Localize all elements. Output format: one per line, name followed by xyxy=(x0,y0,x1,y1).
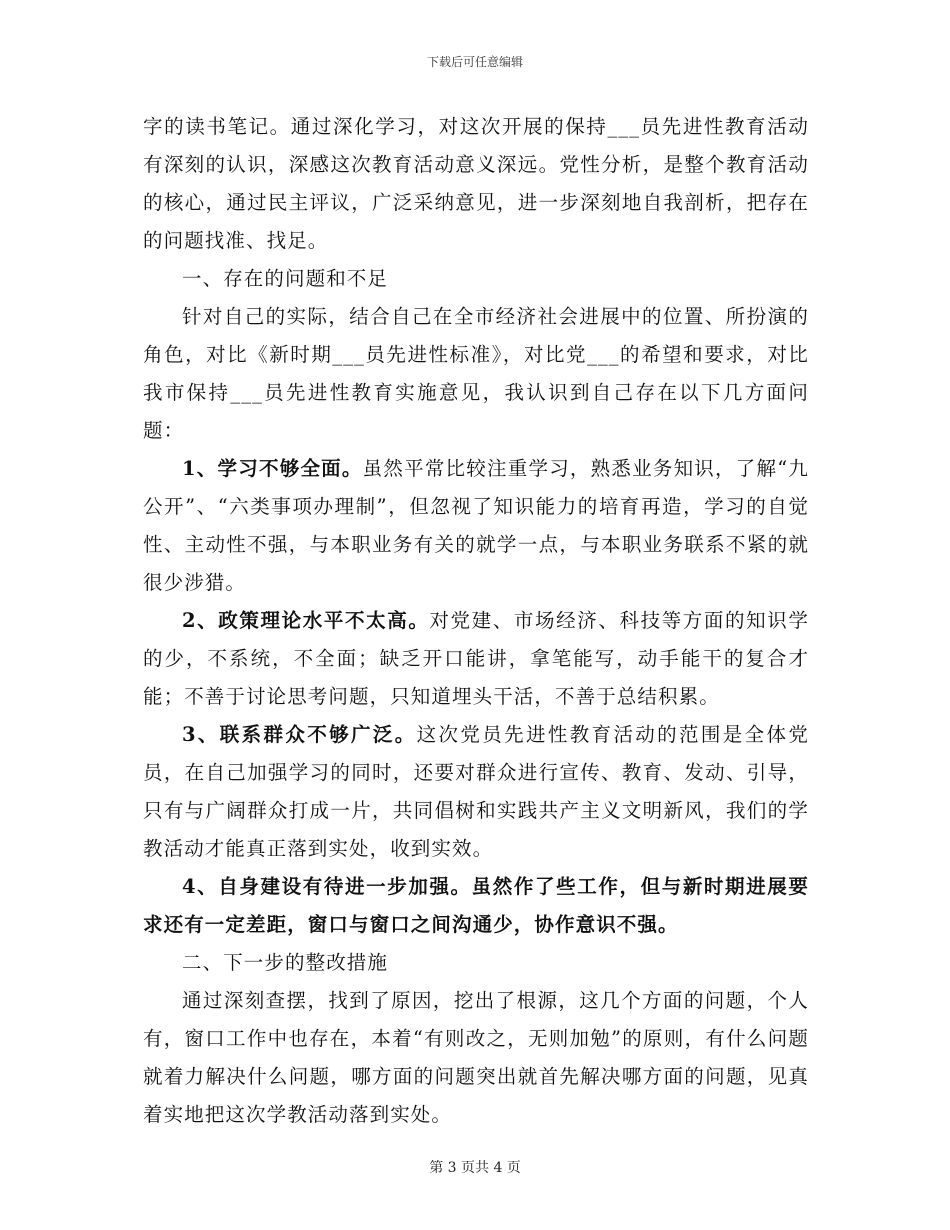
document-body xyxy=(143,108,809,1134)
paragraph-measures xyxy=(143,982,809,1134)
header-note: 下载后可任意编辑 xyxy=(426,55,523,69)
paragraph-text: 虽然平常比较注重学习，熟悉业务知识，了解“九公开”、“六类事项办理制”，但忽视了知识能力的培育再造，学习的自觉性、主动性不强，与本职业务有关的就学一点，与本职业务联系不紧的就很少涉猎。 xyxy=(143,457,810,594)
paragraph-continuation xyxy=(143,108,809,260)
paragraph-text: 对党建、市场经济、科技等方面的知识学的少，不系统，不全面；缺乏开口能讲，拿笔能写，动手能干的复合才能；不善于讨论思考问题，只知道埋头干活，不善于总结积累。 xyxy=(143,609,809,708)
point-lead: 3、联系群众不够广泛。 xyxy=(182,723,417,746)
paragraph-text: 这次党员先进性教育活动的范围是全体党员，在自己加强学习的同时，还要对群众进行宣传、教育、发动、引导，只有与广阔群众打成一片，共同倡树和实践共产主义文明新风，我们的学教活动才能真正落到实处，收到实效。 xyxy=(143,723,809,860)
paragraph-point-4 xyxy=(143,868,809,944)
paragraph-point-1 xyxy=(143,450,809,602)
point-lead: 2、政策理论水平不太高。 xyxy=(182,609,430,632)
paragraph-point-3 xyxy=(143,716,809,868)
paragraph-intro xyxy=(143,298,809,450)
section-heading-problems xyxy=(143,260,809,298)
heading-text: 一、存在的问题和不足 xyxy=(182,267,389,290)
page-number: 第 3 页共 4 页 xyxy=(429,1160,521,1176)
paragraph-text: 通过深刻查摆，找到了原因，挖出了根源，这几个方面的问题，个人有，窗口工作中也存在，本着“有则改之，无则加勉”的原则，有什么问题就着力解决什么问题，哪方面的问题突出就首先解决哪方面的问题，见真着实地把这次学教活动落到实处。 xyxy=(143,989,809,1126)
heading-text: 二、下一步的整改措施 xyxy=(182,951,389,974)
paragraph-text: 针对自己的实际，结合自己在全市经济社会进展中的位置、所扮演的角色，对比《新时期___员先进性标准》，对比党___的希望和要求，对比我市保持___员先进性教育实施意见，我认识到自己存在以下几方面问题： xyxy=(143,305,809,442)
paragraph-point-2 xyxy=(143,602,809,716)
paragraph-text: 字的读书笔记。通过深化学习，对这次开展的保持___员先进性教育活动有深刻的认识，深感这次教育活动意义深远。党性分析，是整个教育活动的核心，通过民主评议，广泛采纳意见，进一步深刻地自我剖析，把存在的问题找准、找足。 xyxy=(143,115,809,252)
section-heading-measures xyxy=(143,944,809,982)
paragraph-text: 4、自身建设有待进一步加强。虽然作了些工作，但与新时期进展要求还有一定差距，窗口与窗口之间沟通少，协作意识不强。 xyxy=(143,875,809,936)
point-lead: 1、学习不够全面。 xyxy=(182,457,363,480)
